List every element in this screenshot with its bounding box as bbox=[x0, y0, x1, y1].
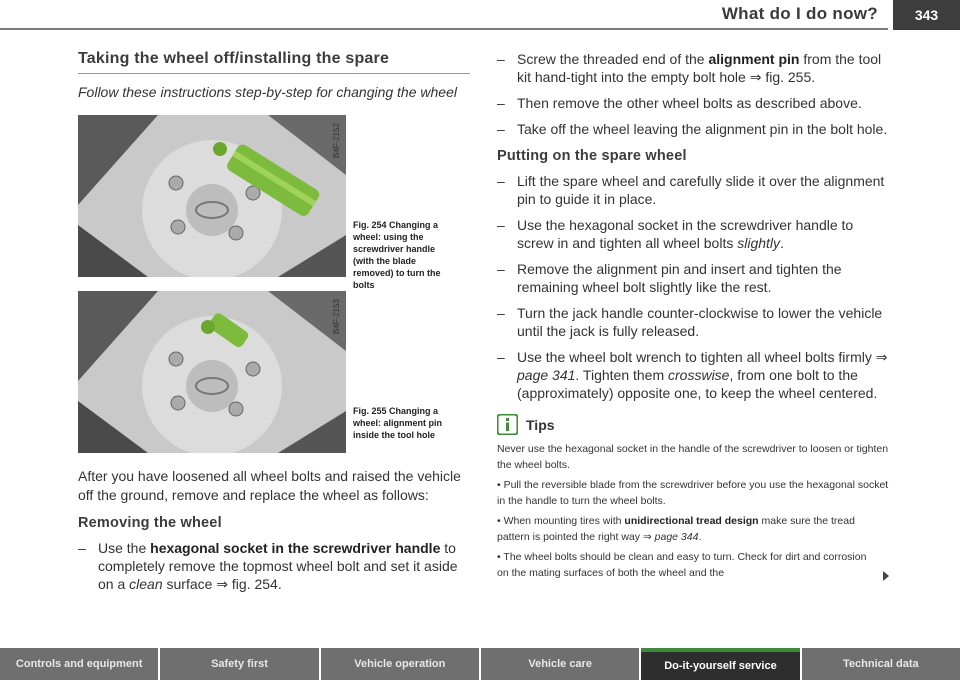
left-column bbox=[78, 50, 470, 601]
removing-title: Removing the wheel bbox=[78, 515, 222, 531]
nav-tab-care[interactable]: Vehicle care bbox=[481, 648, 639, 680]
removing-step: – Then remove the other wheel bolts as described above. bbox=[497, 94, 889, 112]
info-icon bbox=[497, 414, 518, 435]
removing-step: – Screw the threaded end of the alignment pin from the tool kit hand-tight into the empty bolt hole ⇒ fig. 255. bbox=[497, 50, 889, 86]
figure-255 bbox=[78, 291, 470, 453]
nav-tab-controls[interactable]: Controls and equipment bbox=[0, 648, 158, 680]
wheel-photo-alignment-pin bbox=[78, 291, 346, 453]
figure-code: B4F-2153 bbox=[332, 299, 341, 335]
tips-label: Tips bbox=[526, 416, 555, 433]
after-text: After you have loosened all wheel bolts and raised the vehicle off the ground, remove and replace the wheel as follows: bbox=[78, 468, 461, 503]
tip-item: • The wheel bolts should be clean and easy to turn. Check for dirt and corrosion on the mating surfaces of both the wheel and the bbox=[497, 549, 889, 581]
page-header-title: What do I do now? bbox=[721, 4, 878, 23]
right-column bbox=[497, 50, 889, 585]
putting-step: – Turn the jack handle counter-clockwise to lower the vehicle until the jack is fully released. bbox=[497, 304, 889, 340]
nav-tab-technical[interactable]: Technical data bbox=[802, 648, 960, 680]
figure-code: B4F-2152 bbox=[332, 123, 341, 159]
wheel-photo-screwdriver bbox=[78, 115, 346, 277]
putting-step: – Lift the spare wheel and carefully slide it over the alignment pin to guide it in place. bbox=[497, 172, 889, 208]
removing-step: – Use the hexagonal socket in the screwdriver handle to completely remove the topmost wheel bolt and set it aside on a clean surface ⇒ fig. 254. bbox=[78, 539, 470, 593]
figure-caption: Fig. 255 Changing a wheel: alignment pin inside the tool hole bbox=[353, 406, 443, 440]
section-title: Taking the wheel off/installing the spare bbox=[78, 50, 470, 74]
putting-step: – Remove the alignment pin and insert and tighten the remaining wheel bolt slightly like the rest. bbox=[497, 260, 889, 296]
chapter-nav bbox=[0, 648, 960, 680]
tip-item: • Pull the reversible blade from the screwdriver before you use the hexagonal socket in the handle to turn the wheel bolts. bbox=[497, 477, 889, 509]
putting-step: – Use the wheel bolt wrench to tighten all wheel bolts firmly ⇒ page 341. Tighten them crosswise, from one bolt to the (approximately) opposite one, to keep the wheel centered. bbox=[497, 348, 889, 402]
page-number: 343 bbox=[893, 0, 960, 30]
putting-step: – Use the hexagonal socket in the screwdriver handle to screw in and tighten all wheel bolts slightly. bbox=[497, 216, 889, 252]
intro-text: Follow these instructions step-by-step for changing the wheel bbox=[78, 84, 457, 100]
tip-text: Never use the hexagonal socket in the handle of the screwdriver to loosen or tighten the wheel bolts. bbox=[497, 443, 889, 471]
figure-254 bbox=[78, 115, 470, 290]
tips-header bbox=[497, 414, 889, 435]
nav-tab-operation[interactable]: Vehicle operation bbox=[321, 648, 479, 680]
continue-arrow-icon bbox=[883, 571, 889, 581]
figure-caption: Fig. 254 Changing a wheel: using the screwdriver handle (with the blade removed) to turn the bolts bbox=[353, 220, 441, 290]
header-rule bbox=[0, 28, 888, 30]
removing-step: – Take off the wheel leaving the alignment pin in the bolt hole. bbox=[497, 120, 889, 138]
nav-tab-safety[interactable]: Safety first bbox=[160, 648, 318, 680]
tip-item: • When mounting tires with unidirectional tread design make sure the tread pattern is pointed the right way ⇒ page 344. bbox=[497, 513, 889, 545]
putting-title: Putting on the spare wheel bbox=[497, 148, 687, 164]
nav-tab-diy[interactable]: Do-it-yourself service bbox=[641, 648, 799, 680]
